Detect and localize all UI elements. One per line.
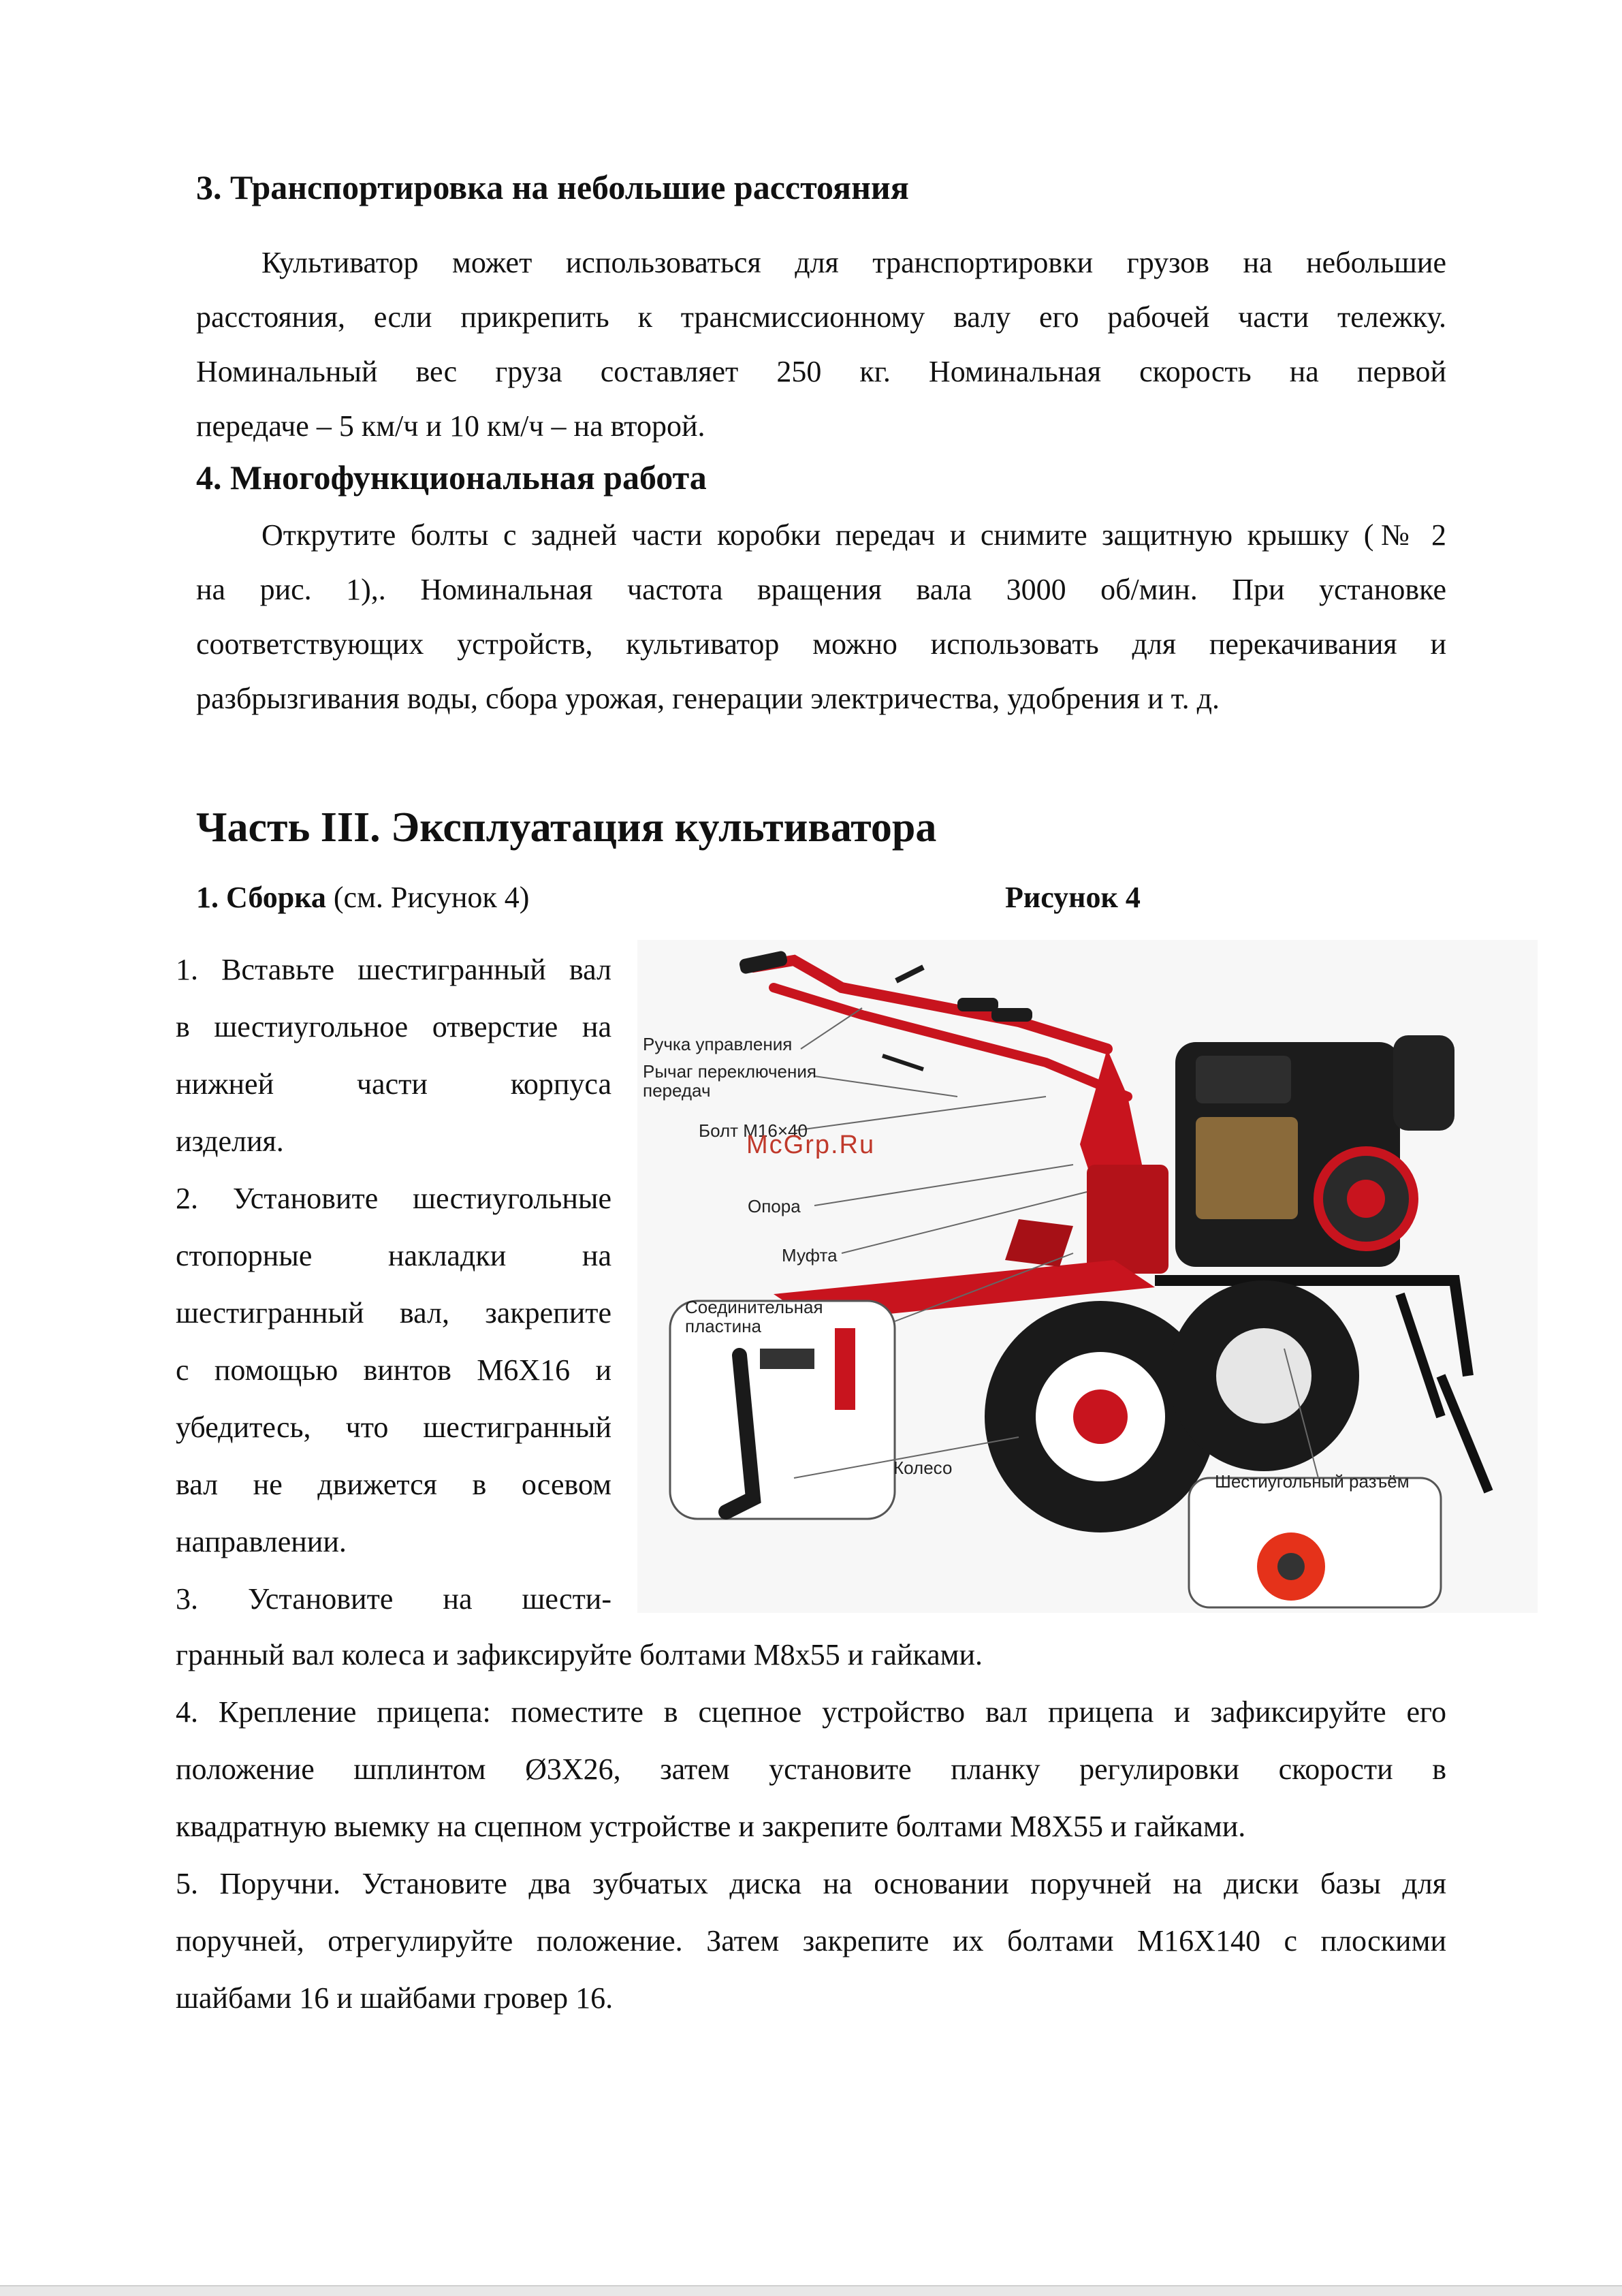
label-clutch: Муфта bbox=[782, 1245, 838, 1265]
assembly-line: направлении. bbox=[176, 1525, 347, 1558]
assembly-subheading-rest: (см. Рисунок 4) bbox=[325, 881, 530, 914]
assembly-subheading-bold: 1. Сборка bbox=[196, 881, 326, 914]
label-gear-lever: Рычаг переключения bbox=[643, 1061, 816, 1082]
assembly-line: шестигранный вал, закрепите bbox=[176, 1296, 611, 1330]
assembly-line: вал не движется в осевом bbox=[176, 1468, 611, 1501]
assembly-line: с помощью винтов М6Х16 и bbox=[176, 1353, 611, 1387]
assembly-line: стопорные накладки на bbox=[176, 1239, 611, 1272]
assembly-line: убедитесь, что шестигранный bbox=[176, 1411, 611, 1444]
section-4-line: на рис. 1),. Номинальная частота вращения вала 3000 об/мин. При установке bbox=[196, 573, 1446, 606]
assembly-line: 4. Крепление прицепа: поместите в сцепное устройство вал прицепа и зафиксируйте его bbox=[176, 1695, 1446, 1729]
section-3-line: Номинальный вес груза составляет 250 кг. Номинальная скорость на первой bbox=[196, 355, 1446, 388]
label-hex-connector: Шестиугольный разъём bbox=[1215, 1471, 1410, 1492]
cultivator-figure bbox=[637, 940, 1538, 1613]
assembly-line: 5. Поручни. Установите два зубчатых диска на основании поручней на диски базы для bbox=[176, 1867, 1446, 1900]
assembly-line: 1. Вставьте шестигранный вал bbox=[176, 953, 611, 986]
assembly-full-column bbox=[176, 1626, 1446, 2027]
assembly-line: в шестиугольное отверстие на bbox=[176, 1010, 611, 1043]
assembly-line: положение шплинтом Ø3Х26, затем установите планку регулировки скорости в bbox=[176, 1752, 1446, 1786]
section-4-heading: 4. Многофункциональная работа bbox=[196, 458, 707, 497]
part-3-heading: Часть III. Эксплуатация культиватора bbox=[196, 804, 937, 851]
label-wheel: Колесо bbox=[893, 1458, 953, 1478]
assembly-line: нижней части корпуса bbox=[176, 1067, 611, 1101]
assembly-line: 2. Установите шестиугольные bbox=[176, 1182, 611, 1215]
label-support: Опора bbox=[748, 1196, 801, 1216]
label-handle: Ручка управления bbox=[643, 1034, 793, 1054]
assembly-line: шайбами 16 и шайбами гровер 16. bbox=[176, 1981, 614, 2015]
section-3-line: Культиватор может использоваться для транспортировки грузов на небольшие bbox=[261, 246, 1446, 279]
label-plate: Соединительная bbox=[685, 1297, 823, 1317]
assembly-line: поручней, отрегулируйте положение. Затем закрепите их болтами М16Х140 с плоскими bbox=[176, 1924, 1446, 1957]
figure-caption: Рисунок 4 bbox=[1005, 881, 1141, 914]
section-4-line: Открутите болты с задней части коробки передач и снимите защитную крышку (№ 2 bbox=[261, 518, 1446, 552]
section-3-line: расстояния, если прикрепить к трансмиссионному валу его рабочей части тележку. bbox=[196, 300, 1446, 334]
assembly-line: изделия. bbox=[176, 1125, 284, 1158]
assembly-line: квадратную выемку на сцепном устройстве и закрепите болтами М8Х55 и гайками. bbox=[176, 1810, 1246, 1843]
label-bolt: Болт М16×40 bbox=[699, 1120, 808, 1141]
section-4-line: соответствующих устройств, культиватор можно использовать для перекачивания и bbox=[196, 627, 1446, 661]
assembly-subheading bbox=[196, 880, 529, 915]
assembly-line: 3. Установите на шести- bbox=[176, 1582, 611, 1616]
assembly-line: гранный вал колеса и зафиксируйте болтами М8х55 и гайками. bbox=[176, 1638, 983, 1671]
section-3-body bbox=[196, 236, 1446, 454]
label-plate-2: пластина bbox=[685, 1316, 761, 1336]
section-4-body bbox=[196, 508, 1446, 726]
section-3-line: передаче – 5 км/ч и 10 км/ч – на второй. bbox=[196, 409, 705, 443]
assembly-left-column bbox=[176, 941, 611, 1628]
section-3-heading: 3. Транспортировка на небольшие расстояния bbox=[196, 168, 909, 206]
label-gear-lever-2: передач bbox=[643, 1080, 711, 1101]
mcgrp-watermark: McGrp.Ru bbox=[746, 1131, 876, 1159]
section-4-line: разбрызгивания воды, сбора урожая, генерации электричества, удобрения и т. д. bbox=[196, 682, 1220, 715]
